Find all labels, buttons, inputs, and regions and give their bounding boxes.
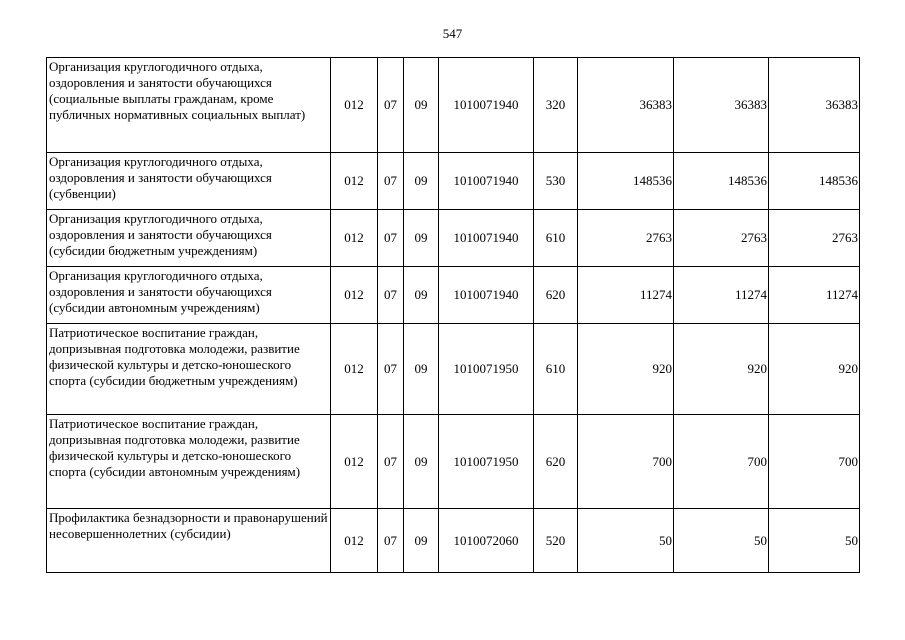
section-code: 07 [378,153,404,210]
amount-1: 148536 [578,153,674,210]
table-row [47,153,860,210]
table-row [47,415,860,509]
amount-3: 920 [769,324,860,415]
section-code: 07 [378,210,404,267]
amount-2: 920 [674,324,769,415]
amount-3: 50 [769,509,860,573]
expense-type-code: 620 [534,267,578,324]
expense-type-code: 530 [534,153,578,210]
amount-1: 920 [578,324,674,415]
amount-1: 700 [578,415,674,509]
expense-type-code: 610 [534,210,578,267]
amount-3: 36383 [769,58,860,153]
amount-2: 36383 [674,58,769,153]
row-description: Организация круглогодичного отдыха, оздоровления и занятости обучающихся (субсидии бюджетным учреждениям) [47,210,331,267]
section-code: 07 [378,415,404,509]
table-row [47,58,860,153]
amount-2: 2763 [674,210,769,267]
table-row [47,324,860,415]
subsection-code: 09 [404,210,439,267]
subsection-code: 09 [404,324,439,415]
section-code: 07 [378,324,404,415]
target-article-code: 1010071950 [439,415,534,509]
target-article-code: 1010072060 [439,509,534,573]
row-description: Организация круглогодичного отдыха, оздоровления и занятости обучающихся (субсидии автономным учреждениям) [47,267,331,324]
ministry-code: 012 [331,58,378,153]
amount-2: 148536 [674,153,769,210]
page-number: 547 [442,26,463,41]
ministry-code: 012 [331,415,378,509]
target-article-code: 1010071940 [439,58,534,153]
ministry-code: 012 [331,210,378,267]
expense-type-code: 620 [534,415,578,509]
ministry-code: 012 [331,153,378,210]
amount-3: 148536 [769,153,860,210]
ministry-code: 012 [331,509,378,573]
expense-type-code: 610 [534,324,578,415]
expense-type-code: 520 [534,509,578,573]
subsection-code: 09 [404,509,439,573]
row-description: Патриотическое воспитание граждан, допризывная подготовка молодежи, развитие физической культуры и детско-юношеского спорта (субсидии автономным учреждениям) [47,415,331,509]
subsection-code: 09 [404,267,439,324]
row-description: Организация круглогодичного отдыха, оздоровления и занятости обучающихся (социальные выплаты гражданам, кроме публичных нормативных социальных выплат) [47,58,331,153]
row-description: Патриотическое воспитание граждан, допризывная подготовка молодежи, развитие физической культуры и детско-юношеского спорта (субсидии бюджетным учреждениям) [47,324,331,415]
ministry-code: 012 [331,267,378,324]
table-row [47,267,860,324]
amount-1: 11274 [578,267,674,324]
amount-2: 50 [674,509,769,573]
amount-2: 700 [674,415,769,509]
table-row [47,509,860,573]
target-article-code: 1010071940 [439,153,534,210]
target-article-code: 1010071940 [439,210,534,267]
amount-3: 11274 [769,267,860,324]
amount-3: 2763 [769,210,860,267]
ministry-code: 012 [331,324,378,415]
row-description: Профилактика безнадзорности и правонарушений несовершеннолетних (субсидии) [47,509,331,573]
amount-1: 36383 [578,58,674,153]
target-article-code: 1010071950 [439,324,534,415]
amount-2: 11274 [674,267,769,324]
target-article-code: 1010071940 [439,267,534,324]
subsection-code: 09 [404,415,439,509]
amount-1: 2763 [578,210,674,267]
subsection-code: 09 [404,153,439,210]
row-description: Организация круглогодичного отдыха, оздоровления и занятости обучающихся (субвенции) [47,153,331,210]
amount-1: 50 [578,509,674,573]
expense-type-code: 320 [534,58,578,153]
amount-3: 700 [769,415,860,509]
section-code: 07 [378,58,404,153]
section-code: 07 [378,267,404,324]
section-code: 07 [378,509,404,573]
table-row [47,210,860,267]
budget-table [46,57,860,573]
subsection-code: 09 [404,58,439,153]
